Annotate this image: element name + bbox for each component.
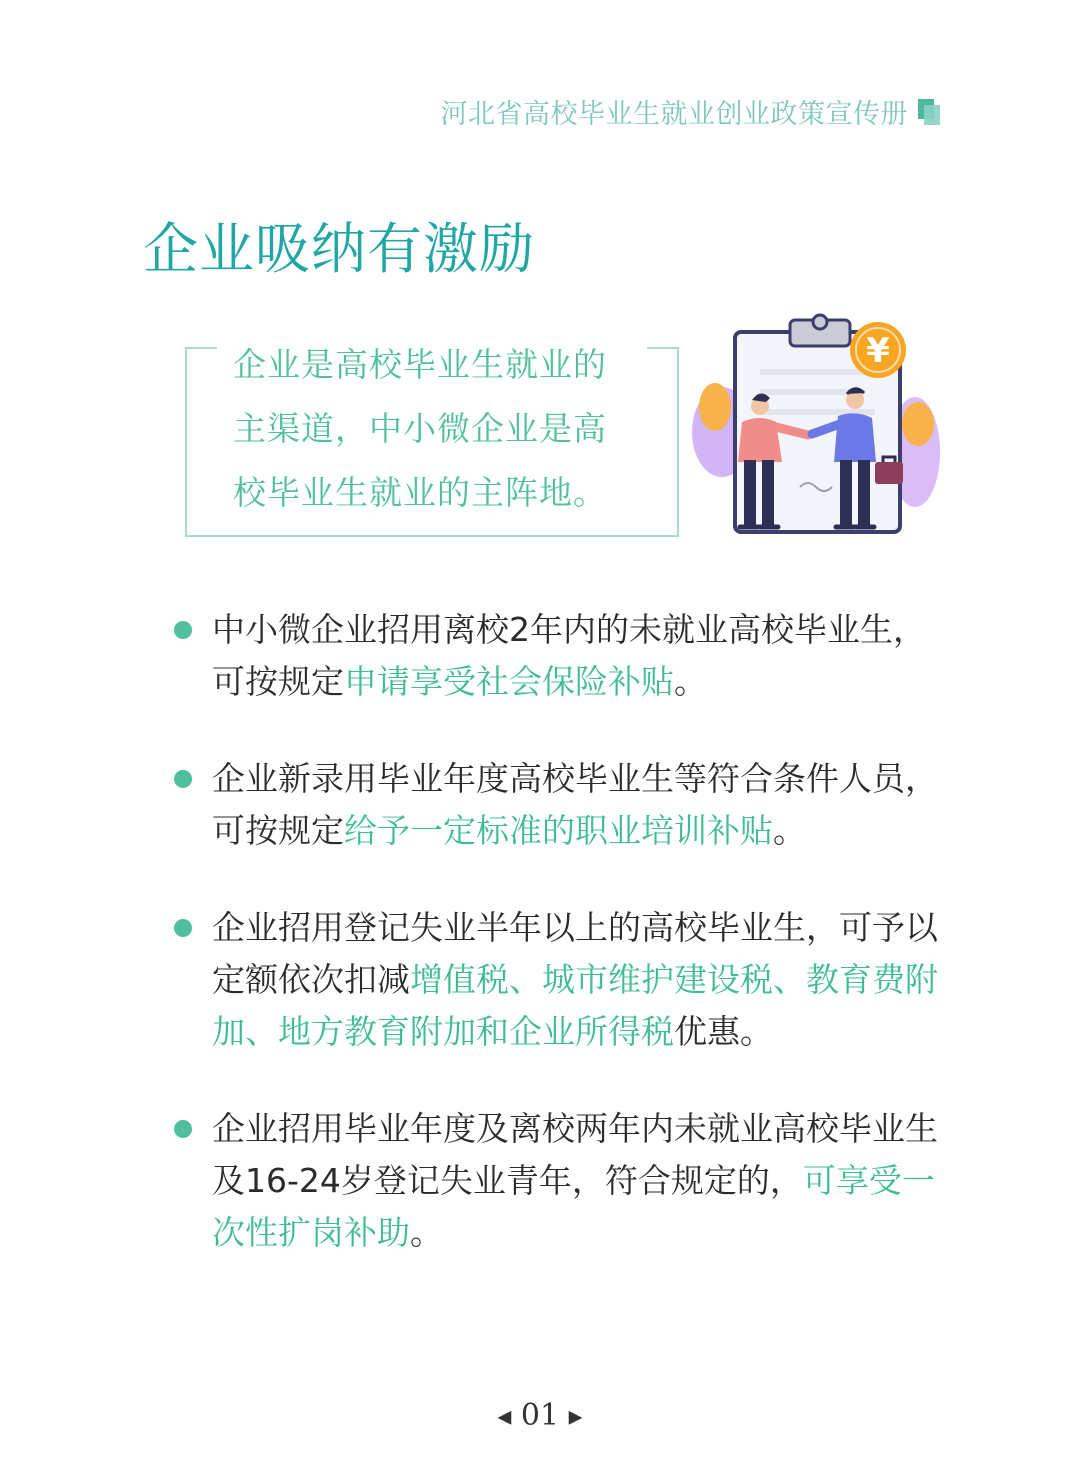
prev-arrow-icon: ◀	[497, 1406, 512, 1428]
page-number-value: 01	[520, 1398, 560, 1433]
briefcase-icon	[875, 462, 903, 484]
handshake-illustration	[690, 312, 940, 552]
item-highlight: 增值税、城市维护建设税、教育费附加、地方教育附加和企业所得税	[212, 960, 938, 1051]
page-title: 企业吸纳有激励	[143, 217, 536, 281]
intro-text	[233, 333, 643, 525]
orange-blob-left	[699, 383, 731, 431]
policy-list	[172, 604, 952, 1304]
list-item	[172, 604, 952, 708]
intro-line: 主渠道，中小微企业是高	[233, 409, 607, 448]
brochure-title: 河北省高校毕业生就业创业政策宣传册	[440, 99, 908, 130]
bullet-dot-icon	[174, 1120, 192, 1138]
item-highlight: 申请享受社会保险补贴	[344, 662, 674, 701]
item-text: 企业招用登记失业半年以上的高校毕业生，可予以定额依次扣减	[212, 908, 938, 999]
item-text-end: 。	[773, 811, 806, 850]
intro-line: 企业是高校毕业生就业的	[233, 345, 607, 384]
list-item	[172, 1103, 952, 1259]
svg-text:¥: ¥	[866, 331, 890, 371]
list-item	[172, 753, 952, 857]
brochure-header	[441, 92, 941, 131]
item-text: 企业招用毕业年度及离校两年内未就业高校毕业生及16-24岁登记失业青年，符合规定的，	[212, 1109, 938, 1200]
item-highlight: 可享受一次性扩岗补助	[212, 1161, 935, 1252]
bullet-dot-icon	[174, 770, 192, 788]
next-arrow-icon: ▶	[568, 1406, 583, 1428]
item-text-end: 。	[674, 662, 707, 701]
item-text-end: 。	[410, 1213, 443, 1252]
orange-blob-right	[902, 402, 934, 446]
bullet-dot-icon	[174, 621, 192, 639]
list-item	[172, 902, 952, 1058]
item-highlight: 给予一定标准的职业培训补贴	[344, 811, 773, 850]
item-text: 企业新录用毕业年度高校毕业生等符合条件人员，可按规定	[212, 759, 938, 850]
bullet-dot-icon	[174, 919, 192, 937]
page-number	[0, 1398, 1080, 1433]
item-text: 中小微企业招用离校2年内的未就业高校毕业生，可按规定	[212, 610, 926, 701]
header-square-icon	[918, 99, 940, 125]
item-text-end: 优惠。	[674, 1012, 773, 1051]
intro-line: 校毕业生就业的主阵地。	[233, 473, 607, 512]
